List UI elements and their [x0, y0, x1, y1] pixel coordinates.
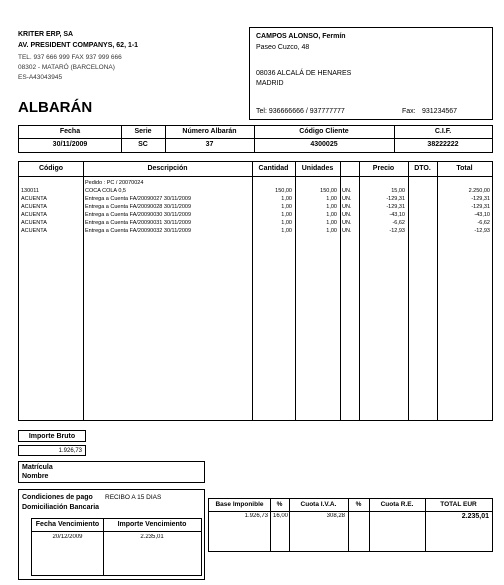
- row-total: -6,62: [477, 220, 490, 226]
- totals-vat-amount: 308,28: [326, 513, 345, 519]
- row-description: Entrega a Cuenta FA/20090030 30/11/2009: [85, 212, 192, 218]
- totals-header-vat-amount: Cuota I.V.A.: [300, 501, 337, 508]
- row-uom: UN.: [342, 212, 352, 218]
- table-row: [19, 179, 492, 187]
- row-price: -12,93: [389, 228, 405, 234]
- totals-base: 1.926,73: [244, 513, 268, 519]
- row-quantity: 1,00: [281, 228, 292, 234]
- totals-vat-pct: 16,00: [272, 513, 288, 519]
- due-amount-header: Importe Vencimiento: [117, 521, 187, 528]
- row-units: 1,00: [326, 196, 337, 202]
- customer-province: MADRID: [256, 80, 284, 87]
- row-code: ACUENTA: [21, 196, 47, 202]
- col-header-units: Unidades: [301, 165, 334, 172]
- totals-header-vat-pct: %: [276, 501, 283, 508]
- row-description: COCA COLA 0,5: [85, 188, 126, 194]
- row-description: Entrega a Cuenta FA/20090032 30/11/2009: [85, 228, 192, 234]
- table-row: [19, 211, 492, 219]
- row-total: 2.250,00: [468, 188, 490, 194]
- info-date: 30/11/2009: [52, 141, 88, 148]
- info-client-code: 4300025: [310, 141, 338, 148]
- customer-street: Paseo Cuzco, 48: [256, 44, 310, 51]
- row-price: -129,31: [386, 204, 405, 210]
- row-total: -43,10: [474, 212, 490, 218]
- row-price: -129,31: [386, 196, 405, 202]
- row-description: Entrega a Cuenta FA/20090028 30/11/2009: [85, 204, 192, 210]
- row-code: ACUENTA: [21, 228, 47, 234]
- row-quantity: 1,00: [281, 196, 292, 202]
- due-date-header: Fecha Vencimiento: [35, 521, 100, 528]
- info-cif: 38222222: [427, 141, 459, 148]
- table-row: [19, 227, 492, 235]
- customer-fax: 931234567: [422, 108, 458, 115]
- row-quantity: 1,00: [281, 212, 292, 218]
- col-header-quantity: Cantidad: [258, 165, 289, 172]
- info-header-date: Fecha: [59, 128, 81, 135]
- row-description: Pedido : PC / 20070024: [85, 180, 144, 186]
- row-code: ACUENTA: [21, 204, 47, 210]
- gross-amount-value: 1.926,73: [58, 448, 82, 454]
- row-quantity: 1,00: [281, 220, 292, 226]
- info-header-cif: C.I.F.: [434, 128, 452, 135]
- row-units: 1,00: [326, 220, 337, 226]
- row-uom: UN.: [342, 228, 352, 234]
- customer-city: 08036 ALCALÁ DE HENARES: [256, 70, 352, 77]
- bank-direct-debit-label: Domiciliación Bancaria: [22, 504, 100, 511]
- plate-label: Matrícula: [22, 464, 53, 471]
- due-date: 20/12/2009: [52, 534, 83, 540]
- table-row: [19, 219, 492, 227]
- company-name: KRITER ERP, SA: [18, 31, 74, 38]
- company-city: 08302 - MATARÓ (BARCELONA): [18, 64, 115, 71]
- row-quantity: 150,00: [275, 188, 292, 194]
- document-info-table: [18, 125, 493, 153]
- totals-grand-total: 2.235,01: [461, 513, 489, 520]
- row-units: 1,00: [326, 228, 337, 234]
- gross-amount-value-box: [18, 445, 86, 456]
- row-units: 150,00: [320, 188, 337, 194]
- gross-amount-label-box: [18, 430, 86, 442]
- driver-name-label: Nombre: [22, 473, 49, 480]
- row-code: ACUENTA: [21, 220, 47, 226]
- info-series: SC: [138, 141, 148, 148]
- gross-amount-label: Importe Bruto: [28, 433, 76, 440]
- row-units: 1,00: [326, 204, 337, 210]
- info-number: 37: [205, 141, 214, 148]
- company-phone-fax: TEL. 937 666 999 FAX 937 999 666: [18, 54, 122, 61]
- col-header-price: Precio: [372, 165, 395, 172]
- row-uom: UN.: [342, 204, 352, 210]
- col-header-total: Total: [456, 165, 473, 172]
- row-code: 130011: [21, 188, 39, 194]
- lines-table: [18, 161, 493, 421]
- company-nif: ES-A43043945: [18, 74, 63, 81]
- col-header-code: Código: [38, 165, 64, 172]
- row-units: 1,00: [326, 212, 337, 218]
- row-total: -129,31: [471, 196, 490, 202]
- row-description: Entrega a Cuenta FA/20090027 30/11/2009: [85, 196, 192, 202]
- payment-box: [18, 489, 205, 580]
- row-total: -129,31: [471, 204, 490, 210]
- customer-box: [249, 27, 493, 120]
- totals-header-re-pct: %: [355, 501, 362, 508]
- totals-header-re-amount: Cuota R.E.: [380, 501, 414, 508]
- col-header-discount: DTO.: [414, 165, 431, 172]
- row-uom: UN.: [342, 188, 352, 194]
- customer-name: CAMPOS ALONSO, Fermín: [256, 33, 346, 40]
- row-total: -12,93: [474, 228, 490, 234]
- document-title: ALBARÁN: [18, 99, 93, 116]
- customer-tel: Tel: 936666666 / 937777777: [256, 108, 345, 115]
- totals-table: [208, 498, 493, 552]
- row-uom: UN.: [342, 220, 352, 226]
- row-price: -6,62: [392, 220, 405, 226]
- customer-fax-label: Fax:: [402, 108, 416, 115]
- due-amount: 2.235,01: [140, 534, 164, 540]
- table-row: [19, 203, 492, 211]
- payment-terms-value: RECIBO A 15 DIAS: [105, 494, 162, 501]
- totals-header-total: TOTAL EUR: [440, 501, 477, 508]
- row-description: Entrega a Cuenta FA/20090031 30/11/2009: [85, 220, 192, 226]
- row-code: ACUENTA: [21, 212, 47, 218]
- payment-terms-label: Condiciones de pago: [22, 494, 93, 501]
- info-header-client-code: Código Cliente: [299, 128, 349, 135]
- col-header-description: Descripción: [147, 165, 188, 172]
- row-quantity: 1,00: [281, 204, 292, 210]
- table-row: [19, 187, 492, 195]
- row-price: 15,00: [391, 188, 405, 194]
- row-price: -43,10: [389, 212, 405, 218]
- table-row: [19, 195, 492, 203]
- due-dates-table: [31, 518, 202, 576]
- totals-header-base: Base Imponible: [215, 501, 264, 508]
- row-uom: UN.: [342, 196, 352, 202]
- info-header-number: Número Albarán: [182, 128, 237, 135]
- info-header-series: Serie: [134, 128, 152, 135]
- vehicle-box: [18, 461, 205, 483]
- company-address: AV. PRESIDENT COMPANYS, 62, 1-1: [18, 42, 139, 49]
